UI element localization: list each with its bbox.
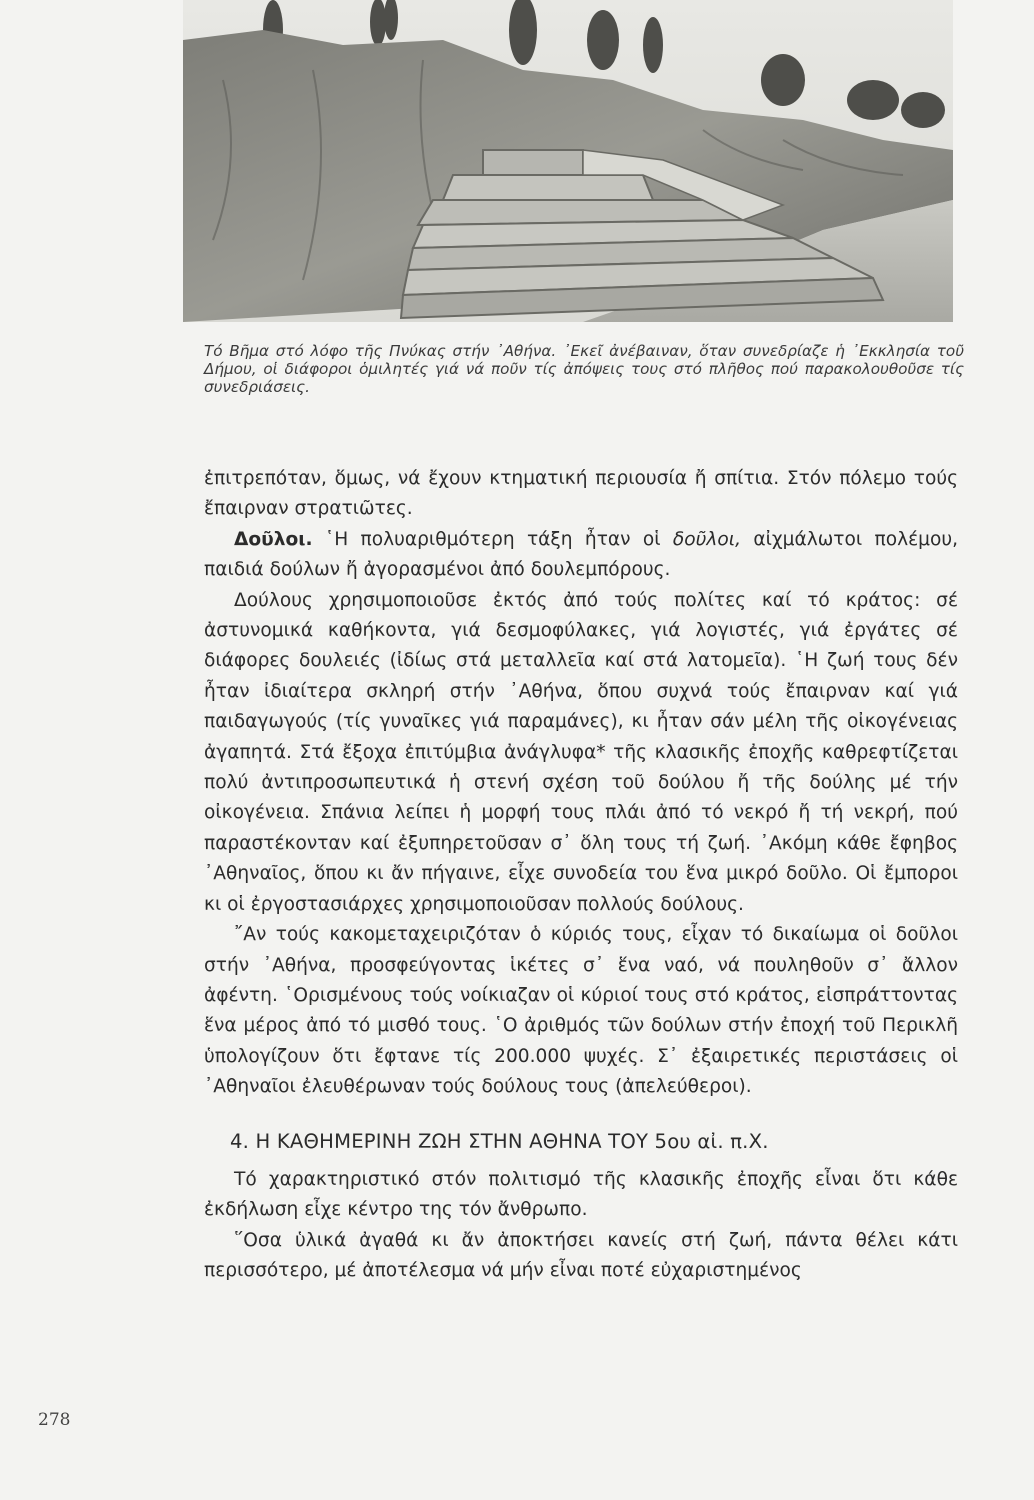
section-heading: 4. Η ΚΑΘΗΜΕΡΙΝΗ ΖΩΗ ΣΤΗΝ ΑΘΗΝΑ ΤΟΥ 5ου αἰ. π.Χ. — [230, 1129, 769, 1153]
paragraph-2-part-b: αἰχμάλωτοι πολέμου, παιδιά δούλων ἤ ἀγορασμένοι ἀπό δουλεμπόρους. — [204, 528, 958, 581]
page-number: 278 — [38, 1410, 71, 1430]
paragraph-2-part-a: ῾Η πολυαριθμότερη τάξη ἦταν οἱ — [312, 528, 673, 550]
main-text — [204, 464, 958, 1287]
photograph-icon — [183, 0, 953, 322]
paragraph-1: ἐπιτρεπόταν, ὅμως, νά ἔχουν κτηματική περιουσία ἤ σπίτια. Στόν πόλεμο τούς ἔπαιρναν στρατιῶτες. — [204, 468, 958, 520]
paragraph-2-italic: δοῦλοι, — [672, 528, 741, 550]
paragraph-4: ῎Αν τούς κακομεταχειριζόταν ὁ κύριός τους, εἶχαν τό δικαίωμα οἱ δοῦλοι στήν ᾿Αθήνα, προσφεύγοντας ἱκέτες σ᾿ ἕνα ναό, νά πουληθοῦν σ᾿ ἄλλον ἀφέντη. ῾Ορισμένους τούς νοίκιαζαν οἱ κύριοί τους στό κράτος, εἰσπράττοντας ἕνα μέρος ἀπό τό μισθό τους. ῾Ο ἀριθμός τῶν δούλων στήν ἐποχή τοῦ Περικλῆ ὑπολογίζουν ὅτι ἔφτανε τίς 200.000 ψυχές. Σ᾿ ἐξαιρετικές περιστάσεις οἱ ᾿Αθηναῖοι ἐλευθέρωναν τούς δούλους τους (ἀπελεύθεροι). — [204, 924, 958, 1098]
slaves-term: Δοῦλοι. — [234, 528, 313, 550]
paragraph-3: Δούλους χρησιμοποιοῦσε ἐκτός ἀπό τούς πολίτες καί τό κράτος: σέ ἀστυνομικά καθήκοντα, γιά δεσμοφύλακες, γιά λογιστές, γιά ἐργάτες σέ διάφορες δουλειές (ἰδίως στά μεταλλεῖα καί στά λατομεῖα). ῾Η ζωή τους δέν ἦταν ἰδιαίτερα σκληρή στήν ᾿Αθήνα, ὅπου συχνά τούς ἔπαιρναν καί γιά παιδαγωγούς (τίς γυναῖκες γιά παραμάνες), κι ἦταν σάν μέλη τῆς οἰκογένειας ἀγαπητά. Στά ἔξοχα ἐπιτύμβια ἀνάγλυφα* τῆς κλασικῆς ἐποχῆς καθρεφτίζεται πολύ ἀντιπροσωπευτικά ἡ στενή σχέση τοῦ δούλου ἤ τῆς δούλης μέ τήν οἰκογένεια. Σπάνια λείπει ἡ μορφή τους πλάι ἀπό τό νεκρό ἤ τή νεκρή, πού παραστέκονταν καί ἐξυπηρετοῦσαν σ᾿ ὅλη τους τή ζωή. ᾿Ακόμη κάθε ἔφηβος ᾿Αθηναῖος, ὅπου κι ἄν πήγαινε, εἶχε συνοδεία του ἕνα μικρό δοῦλο. Οἱ ἔμποροι κι οἱ ἐργοστασιάρχες χρησιμοποιοῦσαν πολλούς δούλους. — [204, 589, 958, 915]
paragraph-6: ῞Οσα ὑλικά ἀγαθά κι ἄν ἀποκτήσει κανείς στή ζωή, πάντα θέλει κάτι περισσότερο, μέ ἀποτέλεσμα νά μήν εἶναι ποτέ εὐχαριστημένος — [204, 1229, 958, 1282]
paragraph-5: Τό χαρακτηριστικό στόν πολιτισμό τῆς κλασικῆς ἐποχῆς εἶναι ὅτι κάθε ἐκδήλωση εἶχε κέντρο της τόν ἄνθρωπο. — [204, 1168, 958, 1221]
paragraph-slaves — [204, 525, 958, 586]
pnyx-photo — [183, 0, 953, 322]
photo-caption: Τό Βῆμα στό λόφο τῆς Πνύκας στήν ᾿Αθήνα. ᾿Εκεῖ ἀνέβαιναν, ὅταν συνεδρίαζε ἡ ᾿Εκκλησία τοῦ Δήμου, οἱ διάφοροι ὁμιλητές γιά νά ποῦν τίς ἀπόψεις τους στό πλῆθος πού παρακολουθοῦσε τίς συνεδριάσεις. — [204, 342, 964, 396]
